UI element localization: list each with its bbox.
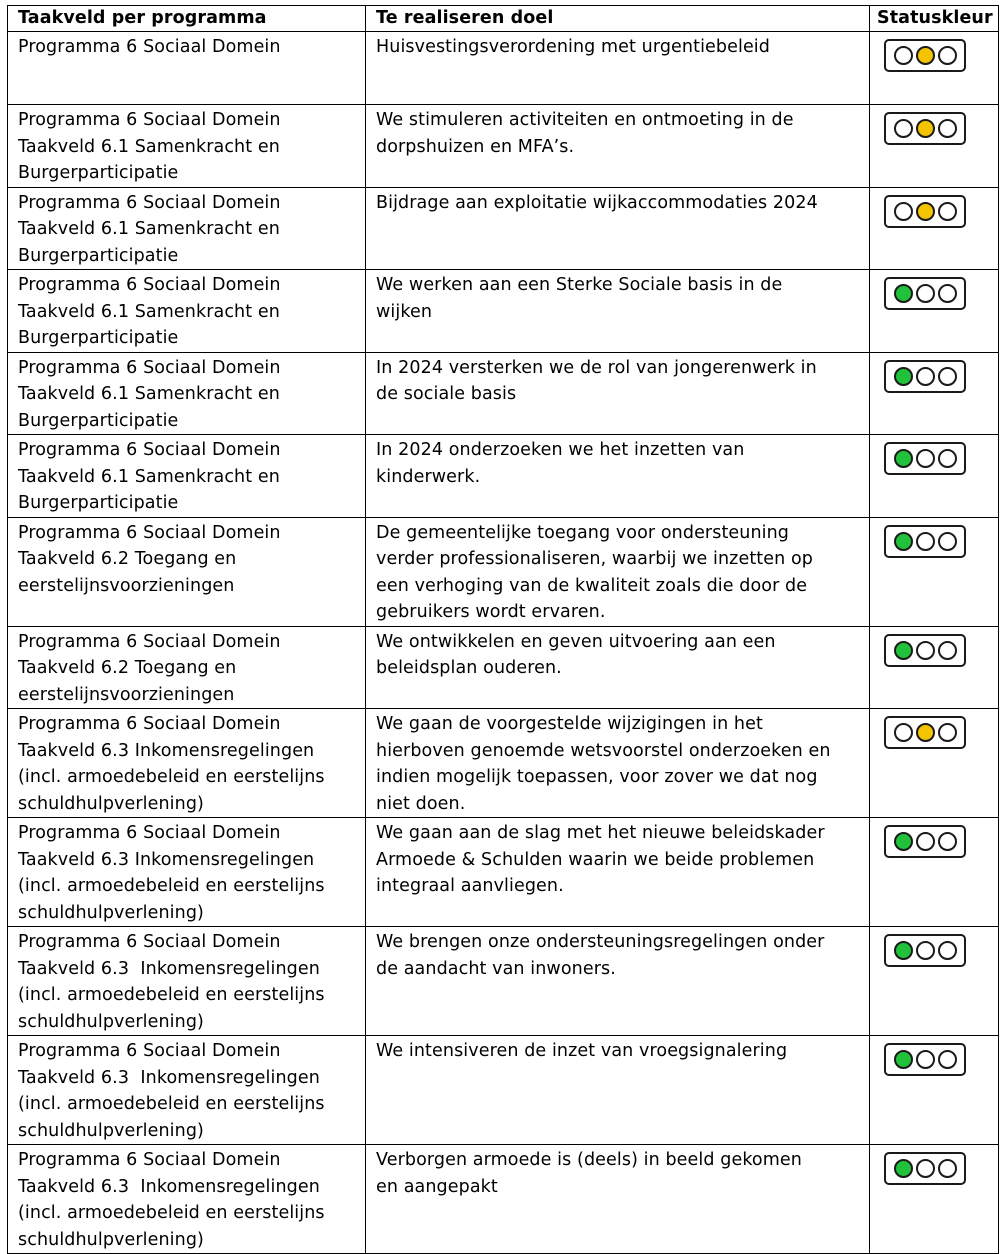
status-lamp-icon [894, 46, 913, 65]
traffic-light-icon [884, 1043, 966, 1076]
traffic-light-icon [884, 825, 966, 858]
header-row [8, 6, 999, 32]
taakveld-line: schuldhulpverlening) [18, 1229, 204, 1250]
taakveld-line: Programma 6 Sociaal Domein [18, 110, 281, 130]
doel-line: We brengen onze ondersteuningsregelingen onder [376, 932, 825, 952]
taakveld-line: Taakveld 6.1 Samenkracht en [18, 136, 280, 157]
table-row [8, 435, 999, 518]
taakveld-line: eerstelijnsvoorzieningen [18, 684, 235, 705]
table-row [8, 270, 999, 353]
doel-line: hierboven genoemde wetsvoorstel onderzoeken en [376, 740, 831, 761]
taakveld-line: schuldhulpverlening) [18, 1120, 204, 1141]
taakveld-cell [8, 32, 366, 105]
status-lamp-icon [916, 832, 935, 851]
traffic-light-icon [884, 525, 966, 558]
taakveld-line: Taakveld 6.1 Samenkracht en [18, 384, 280, 404]
doel-line: gebruikers wordt ervaren. [376, 602, 606, 622]
status-lamp-icon [938, 367, 957, 386]
taakveld-line: Programma 6 Sociaal Domein [18, 714, 281, 734]
status-cell [870, 709, 999, 818]
table-row [8, 105, 999, 188]
doel-line: niet doen. [376, 793, 466, 814]
doel-cell [366, 709, 870, 818]
doel-line: wijken [376, 301, 433, 322]
table-row [8, 1036, 999, 1145]
taakveld-line: Taakveld 6.3 Inkomensregelingen [18, 1176, 320, 1197]
doel-cell [366, 187, 870, 270]
traffic-light-icon [884, 39, 966, 72]
doel-line: Verborgen armoede is (deels) in beeld gekomen [376, 1150, 802, 1170]
status-cell [870, 435, 999, 518]
table-row [8, 517, 999, 626]
doel-line: kinderwerk. [376, 466, 481, 487]
taakveld-cell [8, 352, 366, 435]
status-cell [870, 105, 999, 188]
doel-line: beleidsplan ouderen. [376, 658, 562, 678]
taakveld-line: Programma 6 Sociaal Domein [18, 37, 281, 57]
taakveld-cell [8, 517, 366, 626]
taakveld-line: schuldhulpverlening) [18, 793, 204, 814]
doel-line: de sociale basis [376, 384, 517, 404]
taakveld-cell [8, 187, 366, 270]
taakveld-line: schuldhulpverlening) [18, 1011, 204, 1032]
taakveld-line: Programma 6 Sociaal Domein [18, 1150, 281, 1170]
doel-line: We stimuleren activiteiten en ontmoeting in de [376, 110, 794, 130]
taakveld-cell [8, 1145, 366, 1254]
doel-cell [366, 818, 870, 927]
status-table [7, 5, 999, 1254]
doel-line: en aangepakt [376, 1176, 498, 1197]
doel-line: Huisvestingsverordening met urgentiebeleid [376, 37, 770, 57]
doel-line: In 2024 versterken we de rol van jongerenwerk in [376, 357, 817, 378]
status-lamp-icon [916, 723, 935, 742]
status-lamp-icon [894, 723, 913, 742]
status-lamp-icon [938, 723, 957, 742]
taakveld-line: Taakveld 6.3 Inkomensregelingen [18, 1067, 320, 1088]
table-row [8, 1145, 999, 1254]
status-lamp-icon [916, 641, 935, 660]
status-lamp-icon [916, 46, 935, 65]
doel-line: We intensiveren de inzet van vroegsignalering [376, 1041, 788, 1061]
traffic-light-icon [884, 360, 966, 393]
taakveld-line: (incl. armoedebeleid en eerstelijns [18, 1203, 325, 1223]
taakveld-line: Burgerparticipatie [18, 493, 179, 513]
taakveld-line: Programma 6 Sociaal Domein [18, 1041, 281, 1061]
taakveld-line: Programma 6 Sociaal Domein [18, 440, 281, 460]
doel-line: De gemeentelijke toegang voor ondersteuning [376, 522, 790, 543]
status-cell [870, 517, 999, 626]
status-lamp-icon [916, 119, 935, 138]
status-lamp-icon [938, 641, 957, 660]
status-lamp-icon [938, 46, 957, 65]
status-cell [870, 818, 999, 927]
taakveld-line: Burgerparticipatie [18, 328, 179, 348]
table-header [8, 6, 999, 32]
table-row [8, 709, 999, 818]
taakveld-line: Taakveld 6.1 Samenkracht en [18, 219, 280, 239]
status-lamp-icon [938, 284, 957, 303]
status-cell [870, 187, 999, 270]
status-lamp-icon [916, 367, 935, 386]
taakveld-cell [8, 1036, 366, 1145]
doel-line: Bijdrage aan exploitatie wijkaccommodaties 2024 [376, 192, 818, 213]
doel-line: We gaan de voorgestelde wijzigingen in het [376, 714, 763, 734]
taakveld-line: Programma 6 Sociaal Domein [18, 522, 281, 543]
status-cell [870, 352, 999, 435]
traffic-light-icon [884, 716, 966, 749]
doel-line: indien mogelijk toepassen, voor zover we dat nog [376, 767, 818, 787]
taakveld-line: (incl. armoedebeleid en eerstelijns [18, 876, 325, 896]
status-lamp-icon [894, 832, 913, 851]
status-lamp-icon [894, 532, 913, 551]
doel-cell [366, 105, 870, 188]
status-cell [870, 270, 999, 353]
taakveld-line: Programma 6 Sociaal Domein [18, 932, 281, 952]
table-row [8, 626, 999, 709]
doel-line: In 2024 onderzoeken we het inzetten van [376, 440, 745, 460]
taakveld-line: Programma 6 Sociaal Domein [18, 192, 281, 213]
doel-line: We werken aan een Sterke Sociale basis in de [376, 275, 783, 295]
status-lamp-icon [938, 532, 957, 551]
status-lamp-icon [916, 202, 935, 221]
doel-cell [366, 435, 870, 518]
traffic-light-icon [884, 1152, 966, 1185]
status-lamp-icon [938, 119, 957, 138]
doel-cell [366, 517, 870, 626]
taakveld-line: Taakveld 6.2 Toegang en [18, 549, 237, 569]
status-cell [870, 1036, 999, 1145]
status-lamp-icon [938, 1050, 957, 1069]
table-row [8, 818, 999, 927]
taakveld-line: Taakveld 6.3 Inkomensregelingen [18, 740, 315, 761]
taakveld-line: Burgerparticipatie [18, 410, 179, 431]
status-lamp-icon [916, 532, 935, 551]
table-row [8, 32, 999, 105]
status-lamp-icon [894, 1159, 913, 1178]
status-lamp-icon [894, 641, 913, 660]
taakveld-line: Programma 6 Sociaal Domein [18, 357, 281, 378]
doel-line: een verhoging van de kwaliteit zoals die door de [376, 575, 808, 596]
header-taakveld: Taakveld per programma [8, 6, 366, 32]
status-lamp-icon [894, 119, 913, 138]
taakveld-cell [8, 927, 366, 1036]
taakveld-line: Taakveld 6.1 Samenkracht en [18, 466, 280, 487]
doel-cell [366, 1145, 870, 1254]
taakveld-line: (incl. armoedebeleid en eerstelijns [18, 985, 325, 1005]
table-row [8, 927, 999, 1036]
traffic-light-icon [884, 442, 966, 475]
traffic-light-icon [884, 934, 966, 967]
doel-cell [366, 32, 870, 105]
status-cell [870, 1145, 999, 1254]
status-lamp-icon [894, 367, 913, 386]
taakveld-line: Taakveld 6.3 Inkomensregelingen [18, 849, 315, 870]
doel-cell [366, 626, 870, 709]
status-lamp-icon [894, 284, 913, 303]
taakveld-line: eerstelijnsvoorzieningen [18, 575, 235, 596]
doel-line: Armoede & Schulden waarin we beide problemen [376, 849, 815, 870]
status-lamp-icon [916, 1159, 935, 1178]
doel-line: dorpshuizen en MFA’s. [376, 136, 575, 157]
doel-cell [366, 270, 870, 353]
traffic-light-icon [884, 277, 966, 310]
traffic-light-icon [884, 195, 966, 228]
status-cell [870, 927, 999, 1036]
header-doel: Te realiseren doel [366, 6, 870, 32]
status-lamp-icon [938, 449, 957, 468]
status-lamp-icon [938, 941, 957, 960]
doel-cell [366, 927, 870, 1036]
header-statuskleur: Statuskleur [870, 6, 999, 32]
doel-line: verder professionaliseren, waarbij we inzetten op [376, 549, 813, 569]
status-lamp-icon [916, 284, 935, 303]
taakveld-cell [8, 435, 366, 518]
doel-line: We ontwikkelen en geven uitvoering aan een [376, 631, 776, 652]
status-lamp-icon [938, 1159, 957, 1178]
traffic-light-icon [884, 634, 966, 667]
taakveld-cell [8, 626, 366, 709]
taakveld-line: Burgerparticipatie [18, 245, 179, 266]
status-lamp-icon [938, 832, 957, 851]
taakveld-line: Taakveld 6.3 Inkomensregelingen [18, 958, 320, 979]
status-cell [870, 32, 999, 105]
status-lamp-icon [916, 941, 935, 960]
taakveld-line: Taakveld 6.1 Samenkracht en [18, 301, 280, 322]
status-lamp-icon [916, 449, 935, 468]
traffic-light-icon [884, 112, 966, 145]
status-cell [870, 626, 999, 709]
doel-cell [366, 1036, 870, 1145]
taakveld-line: (incl. armoedebeleid en eerstelijns [18, 767, 325, 787]
status-lamp-icon [894, 1050, 913, 1069]
doel-line: de aandacht van inwoners. [376, 958, 616, 979]
taakveld-cell [8, 270, 366, 353]
taakveld-cell [8, 105, 366, 188]
doel-cell [366, 352, 870, 435]
table-body [8, 32, 999, 1254]
taakveld-line: Programma 6 Sociaal Domein [18, 631, 281, 652]
status-lamp-icon [938, 202, 957, 221]
doel-line: We gaan aan de slag met het nieuwe beleidskader [376, 823, 825, 843]
taakveld-line: Burgerparticipatie [18, 163, 179, 183]
taakveld-cell [8, 818, 366, 927]
taakveld-line: Programma 6 Sociaal Domein [18, 823, 281, 843]
status-lamp-icon [894, 202, 913, 221]
table-row [8, 352, 999, 435]
table-row [8, 187, 999, 270]
taakveld-cell [8, 709, 366, 818]
status-lamp-icon [894, 449, 913, 468]
doel-line: integraal aanvliegen. [376, 876, 564, 896]
taakveld-line: Programma 6 Sociaal Domein [18, 275, 281, 295]
status-lamp-icon [916, 1050, 935, 1069]
taakveld-line: (incl. armoedebeleid en eerstelijns [18, 1094, 325, 1114]
taakveld-line: Taakveld 6.2 Toegang en [18, 658, 237, 678]
status-lamp-icon [894, 941, 913, 960]
taakveld-line: schuldhulpverlening) [18, 902, 204, 923]
